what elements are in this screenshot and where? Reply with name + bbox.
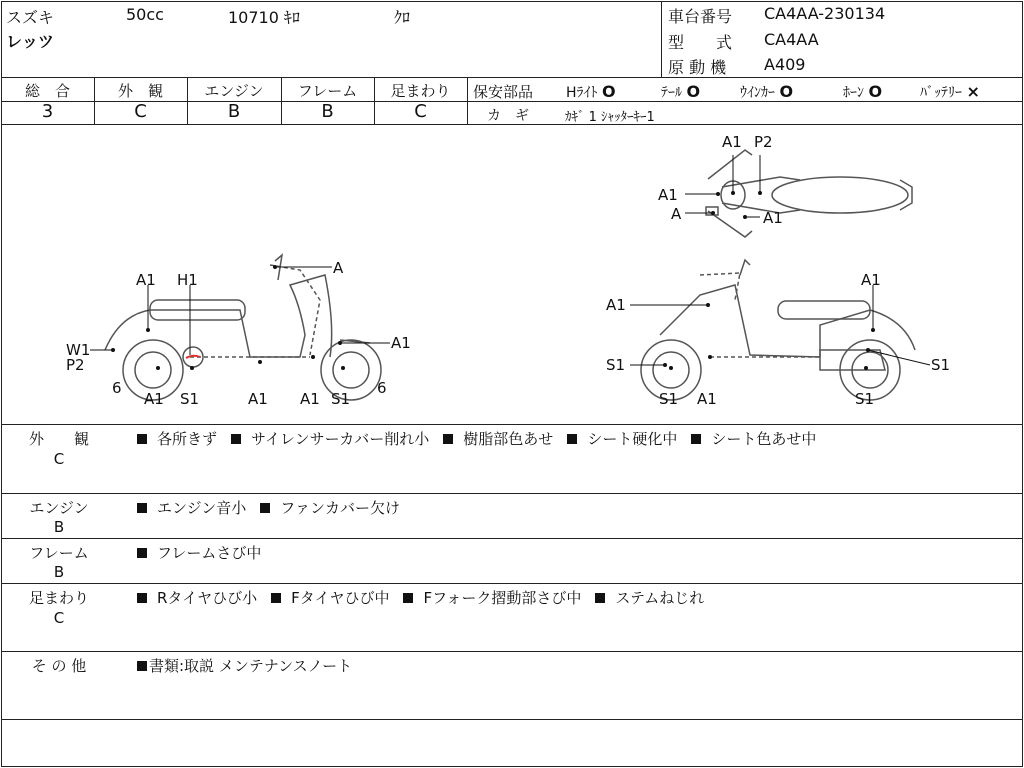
- bullet-square-icon: [403, 593, 413, 603]
- chassis-label: 車台番号: [668, 7, 733, 26]
- remark-item: ステムねじれ: [595, 587, 704, 608]
- safety-item-mark: ×: [966, 82, 980, 101]
- safety-item-name: ｳｲﾝｶｰ: [740, 85, 775, 101]
- diagram-label-text: [66, 133, 950, 408]
- section-items: [137, 542, 275, 563]
- safety-item-mark: O: [779, 82, 794, 101]
- safety-item-name: ﾃｰﾙ: [661, 85, 682, 101]
- label-left-s1-front: S1: [331, 390, 351, 408]
- grade-label-exterior: 外 観: [117, 82, 163, 100]
- header-divider: [661, 1, 662, 77]
- label-right-a1-body: A1: [861, 271, 881, 289]
- remark-item: サイレンサーカバー削れ小: [231, 428, 429, 449]
- label-right-a1-front: A1: [606, 296, 626, 314]
- label-top-a1-bar: A1: [763, 209, 783, 227]
- safety-item-tail: [661, 82, 700, 102]
- safety-item-headlight: [566, 82, 616, 102]
- section-label: 足まわり: [28, 589, 89, 607]
- label-right-s1-wheel: S1: [659, 390, 679, 408]
- key-label: カ ギ: [487, 108, 529, 124]
- label-top-a1: A1: [722, 133, 742, 151]
- model-name: レッツ: [6, 32, 54, 51]
- safety-item-winker: [740, 82, 793, 102]
- label-left-a: A: [333, 259, 344, 277]
- type-value: CA4AA: [764, 30, 819, 49]
- safety-label: 保安部品: [473, 83, 534, 101]
- bullet-square-icon: [137, 661, 147, 671]
- section-divider: [1, 493, 1022, 494]
- grade-label-frame: フレーム: [297, 82, 358, 100]
- section-grade: B: [53, 563, 65, 581]
- section-label: 外 観: [28, 430, 89, 448]
- label-left-a1-front: A1: [391, 334, 411, 352]
- label-left-s1-muffler: S1: [180, 390, 200, 408]
- grade-value-overall: 3: [41, 101, 54, 122]
- section-items: [137, 497, 414, 518]
- displacement: 50cc: [126, 5, 164, 24]
- safety-item-battery: [920, 82, 980, 102]
- section-items: [137, 655, 366, 676]
- mileage: 10710 ｷﾛ: [228, 8, 300, 27]
- safety-item-name: ﾎｰﾝ: [843, 85, 864, 101]
- scooter-diagrams: [0, 125, 1024, 425]
- bullet-square-icon: [567, 434, 577, 444]
- remark-item: 樹脂部色あせ: [443, 428, 553, 449]
- label-left-a1-fork: A1: [300, 390, 320, 408]
- label-top-a: A: [671, 205, 682, 223]
- section-items: [137, 587, 718, 608]
- section-divider: [1, 719, 1022, 720]
- safety-item-name: Hﾗｲﾄ: [566, 85, 598, 101]
- safety-item-mark: O: [686, 82, 701, 101]
- remark-item: シート色あせ中: [691, 428, 816, 449]
- grade-row-top: [1, 77, 1022, 78]
- section-divider: [1, 583, 1022, 584]
- label-top-p2: P2: [754, 133, 773, 151]
- remark-item: シート硬化中: [567, 428, 677, 449]
- engine-label: 原 動 機: [668, 58, 727, 77]
- section-grade: C: [53, 609, 65, 627]
- label-right-s1-front: S1: [606, 356, 626, 374]
- label-right-s1-muffler: S1: [855, 390, 875, 408]
- damage-markers: [90, 155, 930, 365]
- maker: スズキ: [6, 8, 55, 27]
- scooter-top-view: [706, 150, 912, 237]
- safety-item-horn: [843, 82, 882, 102]
- remark-item: 書類:取説 メンテナンスノート: [137, 655, 352, 676]
- remark-item: Rタイヤひび小: [137, 587, 257, 608]
- label-left-a1-floor: A1: [248, 390, 268, 408]
- grade-label-suspension: 足まわり: [390, 82, 451, 100]
- label-top-a1-mirror: A1: [658, 186, 678, 204]
- section-divider: [1, 538, 1022, 539]
- chassis-value: CA4AA-230134: [764, 4, 886, 23]
- grade-value-exterior: C: [134, 101, 147, 122]
- label-right-a1-floor: A1: [697, 390, 717, 408]
- bullet-square-icon: [260, 503, 270, 513]
- label-left-a1-body: A1: [136, 271, 156, 289]
- color: ｸﾛ: [394, 8, 411, 27]
- bullet-square-icon: [137, 503, 147, 513]
- grade-value-frame: B: [321, 101, 334, 122]
- label-left-6-rear: 6: [112, 379, 122, 397]
- grade-value-suspension: C: [414, 101, 427, 122]
- safety-item-name: ﾊﾞｯﾃﾘｰ: [920, 85, 962, 101]
- bullet-square-icon: [137, 593, 147, 603]
- bullet-square-icon: [271, 593, 281, 603]
- remark-item: エンジン音小: [137, 497, 246, 518]
- remark-item: 各所きず: [137, 428, 217, 449]
- damage-dots: [111, 191, 875, 370]
- section-grade: C: [53, 450, 65, 468]
- label-right-s1-rear: S1: [931, 356, 951, 374]
- key-value: ｶｷﾞ 1 ｼｬｯﾀｰｷｰ1: [565, 110, 655, 125]
- engine-value: A409: [764, 55, 806, 74]
- remark-item: フレームさび中: [137, 542, 261, 563]
- safety-item-mark: O: [601, 82, 616, 101]
- label-left-w1: W1: [66, 341, 91, 359]
- bullet-square-icon: [443, 434, 453, 444]
- remark-item: ファンカバー欠け: [260, 497, 400, 518]
- grade-col-divider: [467, 77, 468, 124]
- bullet-square-icon: [691, 434, 701, 444]
- remark-item: Fフォーク摺動部さび中: [403, 587, 581, 608]
- grade-label-overall: 総 合: [24, 82, 70, 100]
- label-left-6-front: 6: [377, 379, 387, 397]
- grade-label-engine: エンジン: [204, 82, 264, 100]
- bullet-square-icon: [231, 434, 241, 444]
- section-items: [137, 428, 830, 449]
- section-label: フレーム: [29, 544, 89, 562]
- label-left-a1-wheel: A1: [144, 390, 164, 408]
- remark-item: Fタイヤひび中: [271, 587, 389, 608]
- bullet-square-icon: [595, 593, 605, 603]
- label-left-p2: P2: [66, 356, 85, 374]
- grade-value-engine: B: [227, 101, 241, 122]
- bullet-square-icon: [137, 548, 147, 558]
- label-left-h1: H1: [177, 271, 198, 289]
- section-label: そ の 他: [31, 657, 87, 675]
- section-grade: B: [53, 518, 65, 536]
- type-label: 型 式: [668, 33, 733, 52]
- safety-item-mark: O: [868, 82, 883, 101]
- section-divider: [1, 651, 1022, 652]
- bullet-square-icon: [137, 434, 147, 444]
- section-label: エンジン: [29, 499, 89, 517]
